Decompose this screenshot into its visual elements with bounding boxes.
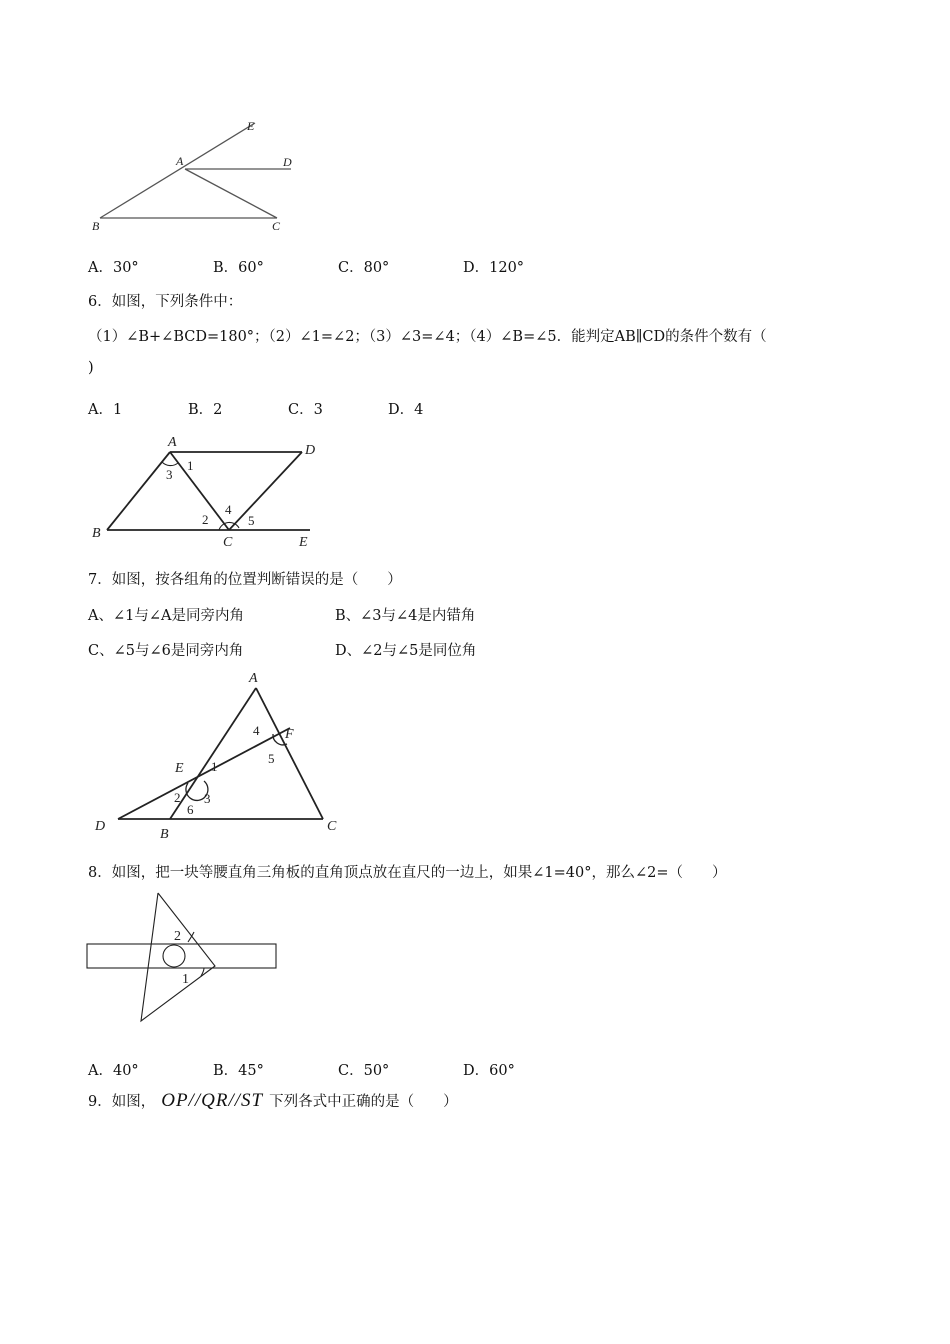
q9-stem-prefix: 9．如图， (88, 1094, 156, 1110)
q6-angle-2: 2 (202, 512, 209, 527)
q7-angle-6: 6 (187, 802, 194, 817)
q6-line-cd (229, 452, 302, 530)
q5-figure (80, 110, 320, 240)
q9-stem-suffix: 下列各式中正确的是（ ） (269, 1094, 458, 1110)
q6-angle-3: 3 (166, 467, 173, 482)
q5-option-c: C．80° (338, 260, 390, 276)
q6-line-ac (170, 452, 229, 530)
q6-angle-4: 4 (225, 502, 232, 517)
q6-option-a: A．1 (88, 402, 123, 418)
q6-line-ab (107, 452, 170, 530)
q7-option-d: D、∠2与∠5是同位角 (335, 643, 477, 659)
q8-angle-arc-2 (188, 932, 194, 942)
q5-label-c: C (272, 219, 281, 233)
q7-angle-3: 3 (204, 791, 211, 806)
q7-option-c: C、∠5与∠6是同旁内角 (88, 643, 244, 659)
q6-option-d: D．4 (388, 402, 424, 418)
q6-angle-5: 5 (248, 513, 255, 528)
q5-label-e: E (247, 119, 255, 133)
q6-option-c: C．3 (288, 402, 323, 418)
q5-line-be (100, 123, 255, 218)
q7-stem: 7．如图，按各组角的位置判断错误的是（ ） (88, 572, 402, 588)
q5-option-b: B．60° (213, 260, 264, 276)
q8-option-b: B．45° (213, 1063, 264, 1079)
q8-option-c: C．50° (338, 1063, 390, 1079)
q6-label-e: E (299, 535, 308, 550)
q7-label-e: E (175, 761, 184, 776)
q9-stem (88, 1090, 458, 1112)
q8-triangle (141, 893, 215, 1021)
q8-angle-2: 2 (174, 929, 181, 944)
q7-label-f: F (285, 727, 294, 742)
q7-figure (90, 664, 355, 844)
q6-label-d: D (305, 443, 316, 458)
q8-stem: 8．如图，把一块等腰直角三角板的直角顶点放在直尺的一边上，如果∠1=40°，那么∠2=（ ） (88, 865, 727, 881)
q6-angle-1: 1 (187, 458, 194, 473)
q5-option-d: D．120° (463, 260, 525, 276)
q7-option-a: A、∠1与∠A是同旁内角 (88, 608, 244, 624)
q5-label-d: D (283, 155, 292, 169)
q6-angle-arc-a (162, 462, 178, 466)
q8-figure (84, 886, 284, 1026)
q7-option-b: B、∠3与∠4是内错角 (335, 608, 476, 624)
q7-angle-2: 2 (174, 790, 181, 805)
q5-line-ac (185, 169, 277, 218)
q8-option-d: D．60° (463, 1063, 515, 1079)
q6-stem: 6．如图，下列条件中： (88, 294, 243, 310)
q6-label-c: C (223, 535, 233, 550)
q9-math-expression: OP//QR//ST (161, 1090, 264, 1111)
q6-option-b: B．2 (188, 402, 223, 418)
q7-label-c: C (327, 819, 337, 834)
q6-label-b: B (92, 526, 101, 541)
q5-label-a: A (176, 154, 184, 168)
q8-angle-1: 1 (182, 972, 189, 987)
q6-close-paren: ) (88, 360, 94, 376)
q7-line-ac (256, 688, 323, 819)
q7-label-a: A (249, 671, 258, 686)
q6-conditions: （1）∠B+∠BCD=180°；（2）∠1=∠2；（3）∠3=∠4；（4）∠B=∠5．能判定AB∥CD的条件个数有（ (88, 329, 767, 345)
q8-right-angle-marker (163, 945, 185, 967)
q8-option-a: A．40° (88, 1063, 139, 1079)
q6-label-a: A (168, 435, 177, 450)
q7-angle-4: 4 (253, 723, 260, 738)
q7-label-d: D (95, 819, 106, 834)
q7-angle-5: 5 (268, 751, 275, 766)
q5-option-a: A．30° (88, 260, 139, 276)
q5-label-b: B (92, 219, 100, 233)
q7-angle-1: 1 (211, 759, 218, 774)
q6-figure (85, 428, 335, 553)
q7-label-b: B (160, 827, 169, 842)
